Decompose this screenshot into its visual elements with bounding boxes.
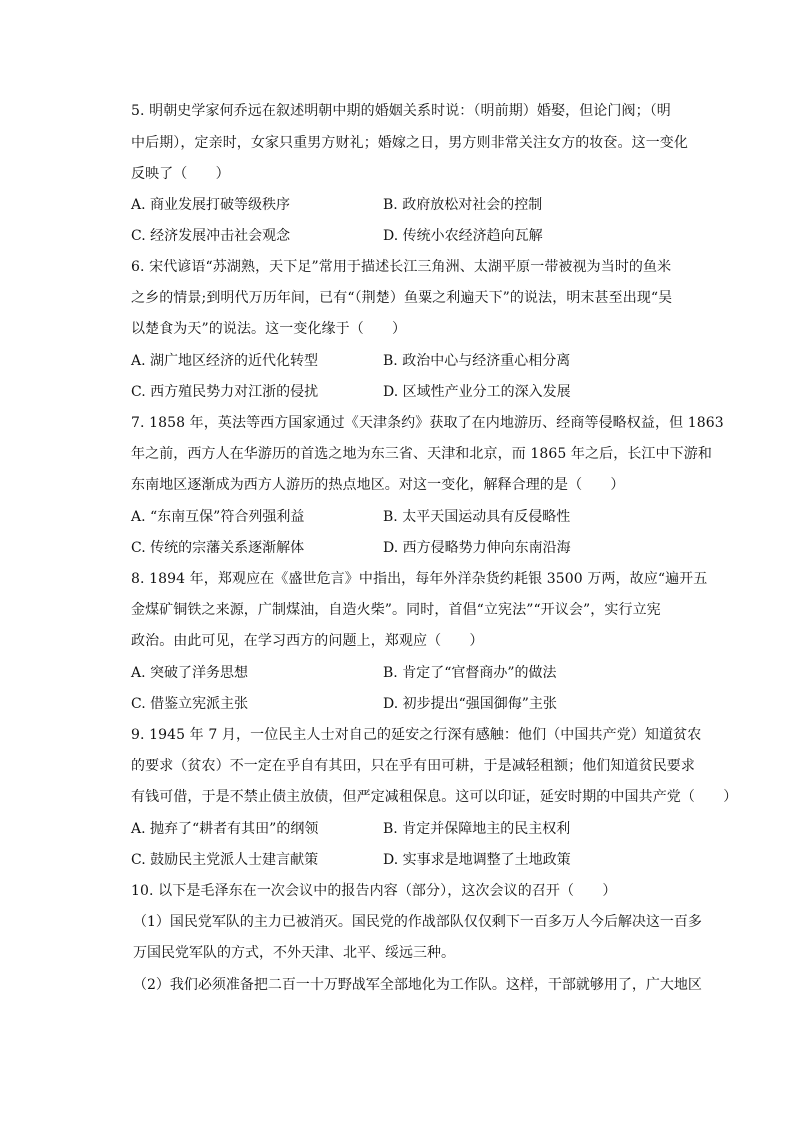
q7-line-1: 7. 1858 年，英法等西方国家通过《天津条约》获取了在内地游历、经商等侵略权益，但 1863	[131, 415, 724, 431]
q9-line-3: 有钱可借，于是不禁止债主放债，但严定减租保息。这可以印证，延安时期的中国共产党（ ）	[131, 789, 738, 805]
q6-line-3: 以楚食为天”的说法。这一变化缘于（ ）	[131, 321, 407, 337]
q8-line-1: 8. 1894 年，郑观应在《盛世危言》中指出，每年外洋杂货约耗银 3500 万两，故应“遍开五	[131, 571, 708, 587]
q8-option-a: A. 突破了洋务思想	[131, 665, 249, 681]
q7-line-2: 年之前，西方人在华游历的首选之地为东三省、天津和北京，而 1865 年之后，长江中下游和	[131, 446, 712, 462]
q8-option-b: B. 肯定了“官督商办”的做法	[383, 665, 557, 681]
q5-line-1: 5. 明朝史学家何乔远在叙述明朝中期的婚姻关系时说：（明前期）婚娶，但论门阀；（明	[131, 103, 671, 119]
q8-line-2: 金煤矿铜铁之来源，广制煤油，自造火柴”。同时，首倡“立宪法”“开议会”，实行立宪	[131, 602, 661, 618]
q6-option-c: C. 西方殖民势力对江浙的侵扰	[131, 384, 319, 400]
q6-line-1: 6. 宋代谚语“苏湖熟，天下足”常用于描述长江三角洲、太湖平原一带被视为当时的鱼米	[131, 259, 672, 275]
q7-option-d: D. 西方侵略势力伸向东南沿海	[383, 540, 571, 556]
q10-material-line-3: （2）我们必须准备把二百一十万野战军全部地化为工作队。这样，干部就够用了，广大地区	[133, 977, 702, 993]
q8-line-3: 政治。由此可见，在学习西方的问题上，郑观应（ ）	[131, 633, 484, 649]
q9-line-1: 9. 1945 年 7 月，一位民主人士对自己的延安之行深有感触：他们（中国共产党）知道贫农	[131, 727, 702, 743]
q9-option-b: B. 肯定并保障地主的民主权利	[383, 821, 571, 837]
q7-option-b: B. 太平天国运动具有反侵略性	[383, 509, 571, 525]
q10-material-line-1: （1）国民党军队的主力已被消灭。国民党的作战部队仅仅剩下一百多万人今后解决这一百多	[133, 914, 702, 930]
q5-option-c: C. 经济发展冲击社会观念	[131, 228, 291, 244]
q5-line-2: 中后期），定亲时，女家只重男方财礼；婚嫁之日，男方则非常关注女方的妆奁。这一变化	[131, 135, 688, 151]
q6-option-a: A. 湖广地区经济的近代化转型	[131, 353, 319, 369]
q9-line-2: 的要求（贫农）不一定在乎自有其田，只在乎有田可耕，于是减轻租额；他们知道贫民要求	[131, 758, 695, 774]
q6-line-2: 之乡的情景;到明代万历年间，已有“（荆楚）鱼粟之利遍天下”的说法，明末甚至出现“吴	[131, 290, 673, 306]
q5-option-a: A. 商业发展打破等级秩序	[131, 197, 291, 213]
q7-option-c: C. 传统的宗藩关系逐渐解体	[131, 540, 305, 556]
q8-option-c: C. 借鉴立宪派主张	[131, 696, 249, 712]
q9-option-d: D. 实事求是地调整了土地政策	[383, 852, 571, 868]
q10-stem: 10. 以下是毛泽东在一次会议中的报告内容（部分），这次会议的召开（ ）	[131, 883, 617, 899]
q5-line-3: 反映了（ ）	[131, 166, 230, 182]
q7-option-a: A. “东南互保”符合列强利益	[131, 509, 305, 525]
q6-option-d: D. 区域性产业分工的深入发展	[383, 384, 571, 400]
q6-option-b: B. 政治中心与经济重心相分离	[383, 353, 571, 369]
q9-option-a: A. 抛弃了“耕者有其田”的纲领	[131, 821, 319, 837]
q5-option-b: B. 政府放松对社会的控制	[383, 197, 543, 213]
q8-option-d: D. 初步提出“强国御侮”主张	[383, 696, 557, 712]
q7-line-3: 东南地区逐渐成为西方人游历的热点地区。对这一变化，解释合理的是（ ）	[131, 477, 625, 493]
q9-option-c: C. 鼓励民主党派人士建言献策	[131, 852, 319, 868]
q5-option-d: D. 传统小农经济趋向瓦解	[383, 228, 543, 244]
q10-material-line-2: 万国民党军队的方式，不外天津、北平、绥远三种。	[133, 945, 455, 961]
